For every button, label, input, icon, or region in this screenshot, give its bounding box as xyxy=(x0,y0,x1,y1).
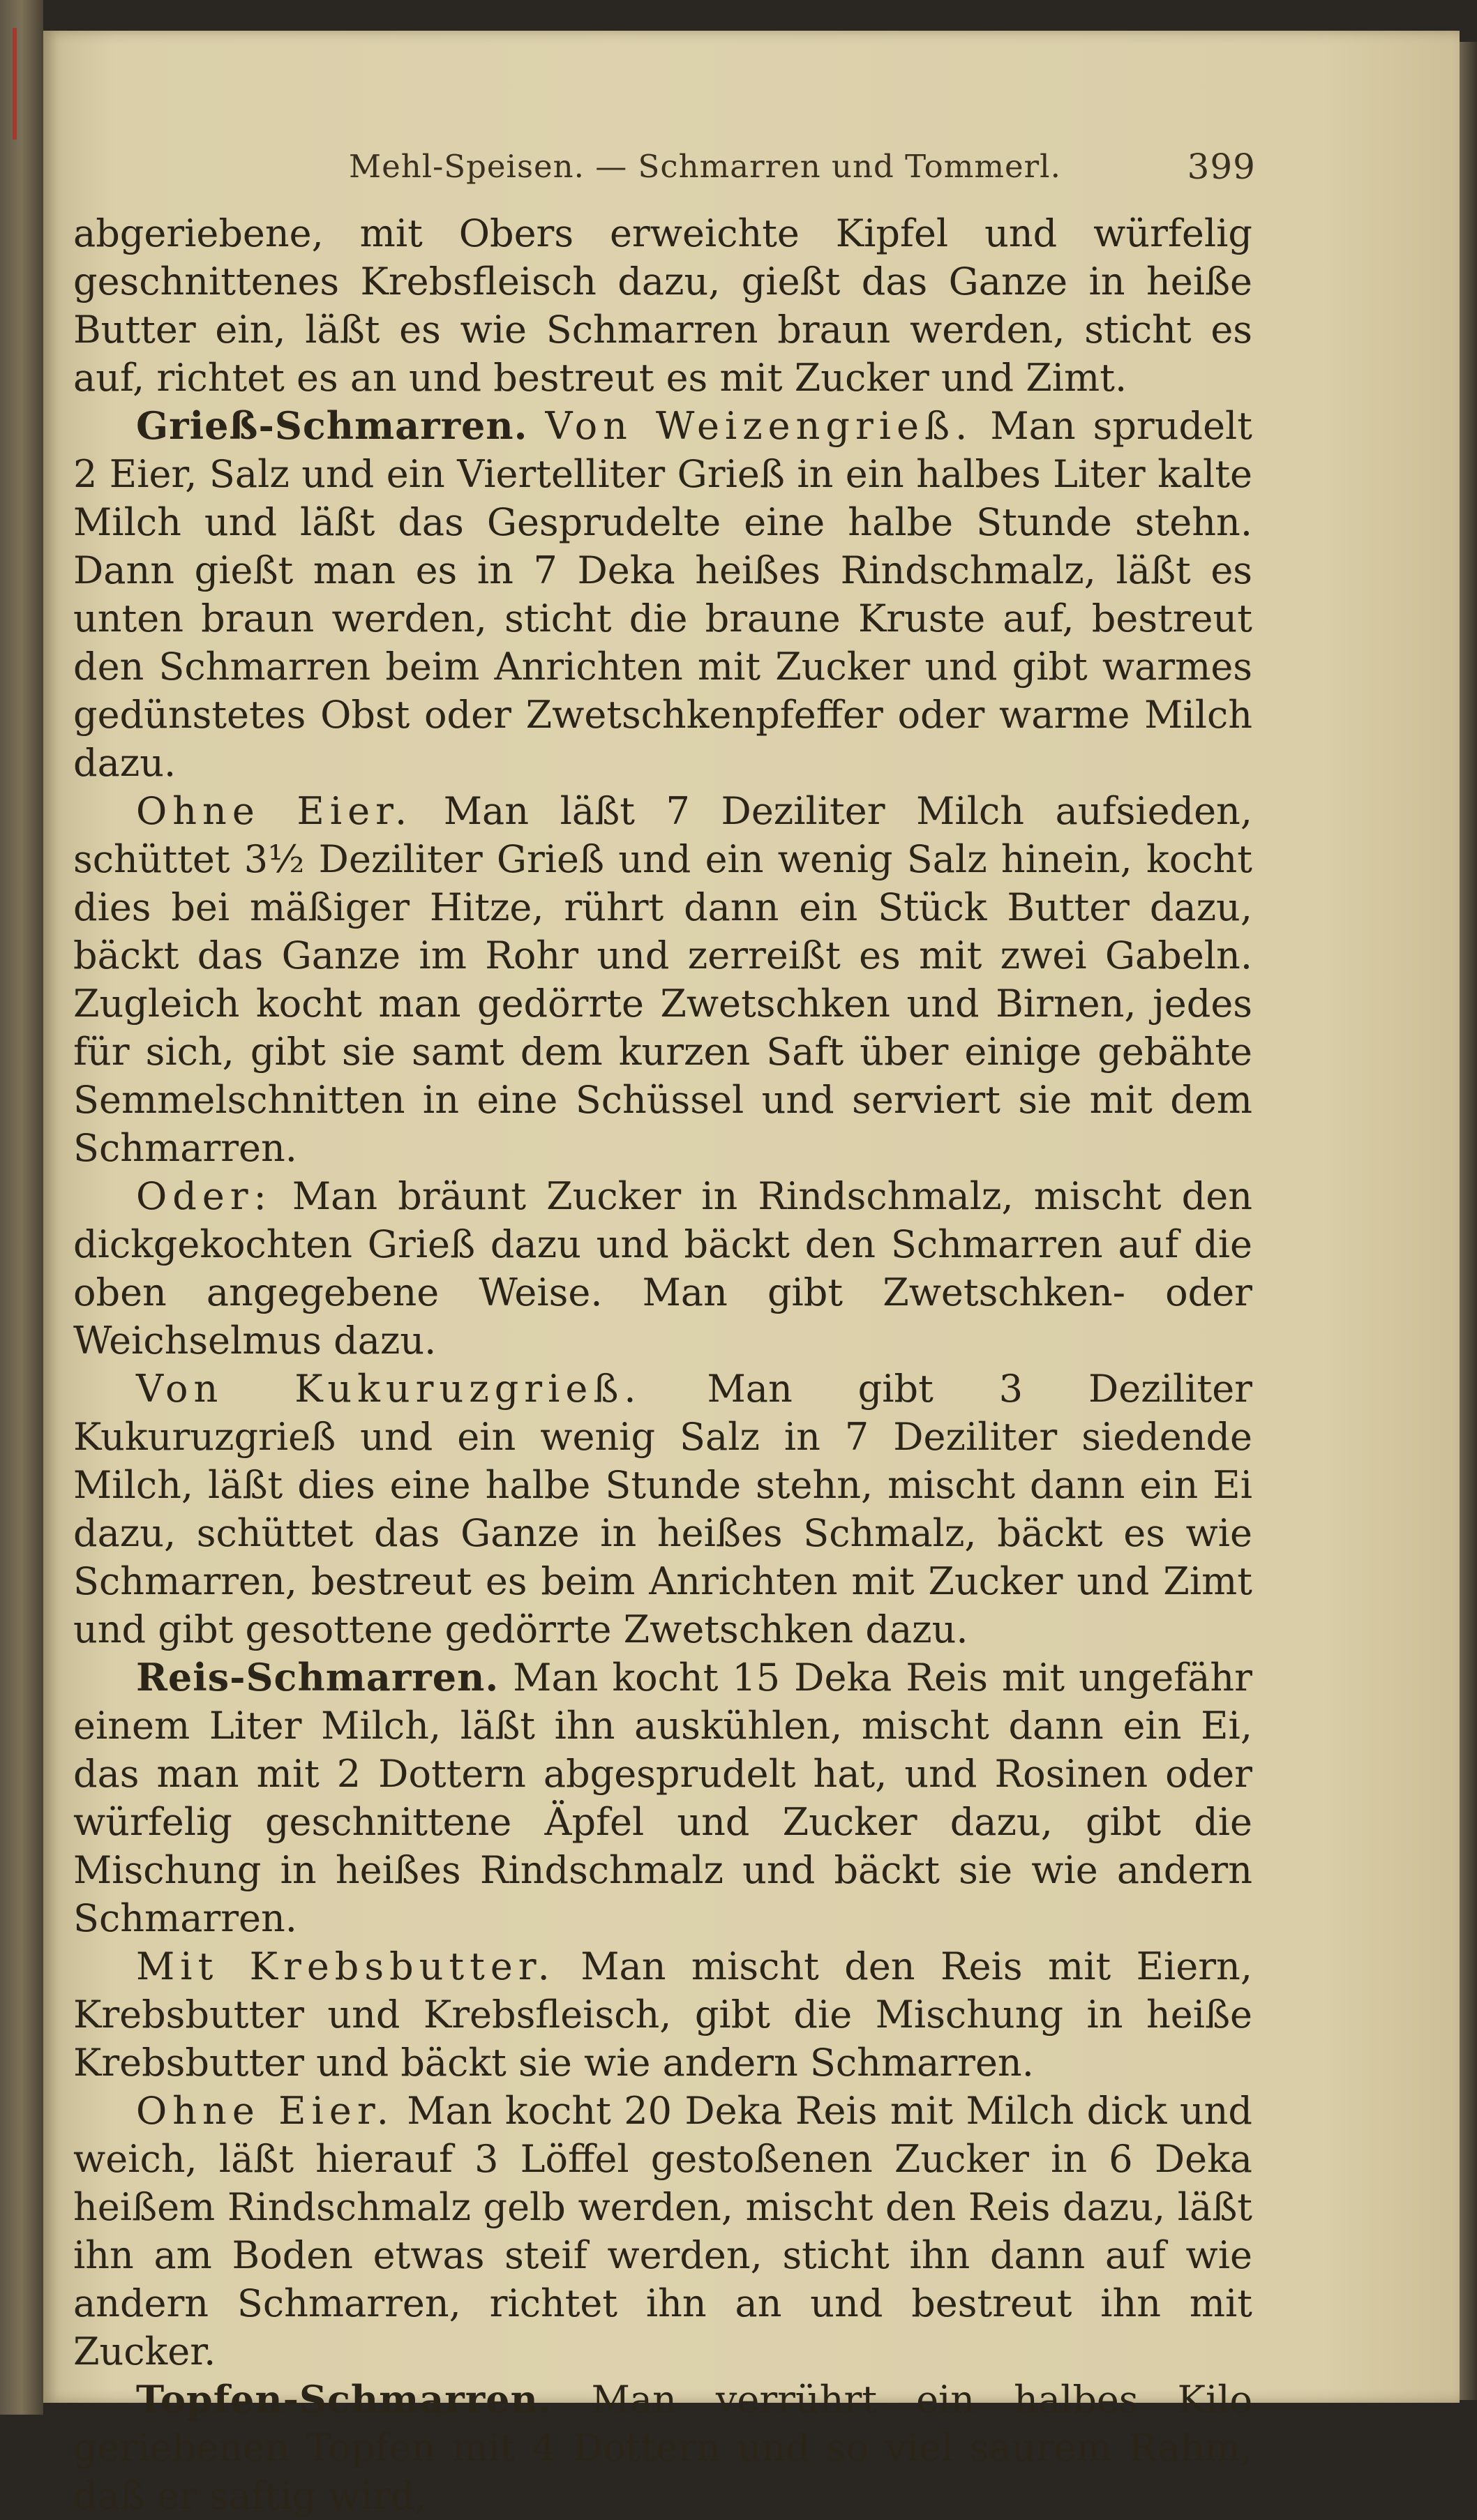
variant-label: Von Weizengrieß. xyxy=(545,404,973,448)
page-body xyxy=(73,209,1252,2520)
left-page-edge xyxy=(0,0,43,2415)
recipe-heading: Grieß-Schmarren. xyxy=(136,403,528,448)
paragraph-text: abgeriebene, mit Obers erweichte Kipfel und würfelig geschnittenes Krebsfleisch dazu, gießt das Ganze in heiße Butter ein, läßt es wie Schmarren braun werden, sticht es auf, richtet es an und bestreut es mit Zucker und Zimt. xyxy=(73,211,1252,400)
paragraph-text: Man verrührt ein halbes Kilo geriebenen Topfen mit 4 Dottern und so viel saurem Rahm, daß er saftig wird, xyxy=(73,2378,1252,2518)
variant-label: Mit Krebsbutter. xyxy=(136,1944,555,1988)
paragraph xyxy=(73,1942,1252,2087)
variant-label: Von Kukuruzgrieß. xyxy=(136,1367,642,1411)
paragraph-text: Man mischt den Reis mit Eiern, Krebsbutter und Krebsfleisch, gibt die Mischung in heiße Krebsbutter und bäckt sie wie andern Schmarren. xyxy=(73,1944,1252,2085)
header-title: Mehl-Speisen. — Schmarren und Tommerl. xyxy=(349,148,1061,185)
paragraph xyxy=(73,209,1252,402)
paragraph-text: Man läßt 7 Deziliter Milch aufsieden, schüttet 3½ Deziliter Grieß und ein wenig Salz hinein, kocht dies bei mäßiger Hitze, rührt dann ein Stück Butter dazu, bäckt das Ganze im Rohr und zerreißt es mit zwei Gabeln. Zugleich kocht man gedörrte Zwetschken und Birnen, jedes für sich, gibt sie samt dem kurzen Saft über einige gebähte Semmelschnitten in eine Schüssel und serviert sie mit dem Schmarren. xyxy=(73,789,1252,1170)
recipe-heading: Reis-Schmarren. xyxy=(136,1655,500,1700)
recipe-heading: Topfen-Schmarren. xyxy=(136,2377,553,2422)
paragraph xyxy=(73,787,1252,1172)
paragraph xyxy=(73,2087,1252,2376)
paragraph xyxy=(73,1653,1252,1942)
right-page-edge xyxy=(1460,42,1477,2400)
running-header xyxy=(307,140,1256,195)
paragraph-text: Man kocht 20 Deka Reis mit Milch dick und weich, läßt hierauf 3 Löffel gestoßenen Zucker in 6 Deka heißem Rindschmalz gelb werden, mischt den Reis dazu, läßt ihn am Boden etwas steif werden, sticht ihn dann auf wie andern Schmarren, richtet ihn an und bestreut ihn mit Zucker. xyxy=(73,2089,1252,2373)
paragraph-text: Man gibt 3 Deziliter Kukuruzgrieß und ein wenig Salz in 7 Deziliter siedende Milch, läßt dies eine halbe Stunde stehn, mischt dann ein Ei dazu, schüttet das Ganze in heißes Schmalz, bäckt es wie Schmarren, bestreut es beim Anrichten mit Zucker und Zimt und gibt gesottene gedörrte Zwetschken dazu. xyxy=(73,1367,1252,1651)
paragraph-text: Man sprudelt 2 Eier, Salz und ein Viertelliter Grieß in ein halbes Liter kalte Milch und läßt das Gesprudelte eine halbe Stunde stehn. Dann gießt man es in 7 Deka heißes Rindschmalz, läßt es unten braun werden, sticht die braune Kruste auf, bestreut den Schmarren beim Anrichten mit Zucker und gibt warmes gedünstetes Obst oder Zwetschkenpfeffer oder warme Milch dazu. xyxy=(73,404,1253,785)
variant-label: Ohne Eier. xyxy=(136,789,413,833)
paragraph xyxy=(73,402,1252,787)
paragraph-text: Man kocht 15 Deka Reis mit ungefähr einem Liter Milch, läßt ihn auskühlen, mischt dann ein Ei, das man mit 2 Dottern abgesprudelt hat, und Rosinen oder würfelig geschnittene Äpfel und Zucker dazu, gibt die Mischung in heißes Rindschmalz und bäckt sie wie andern Schmarren. xyxy=(73,1656,1252,1940)
paragraph xyxy=(73,2376,1252,2520)
paragraph xyxy=(73,1172,1252,1365)
red-bookmark-edge xyxy=(13,28,17,140)
paragraph-text: Man bräunt Zucker in Rindschmalz, mischt den dickgekochten Grieß dazu und bäckt den Schmarren auf die oben angegebene Weise. Man gibt Zwetschken- oder Weichselmus dazu. xyxy=(73,1174,1252,1363)
variant-label: Oder: xyxy=(136,1174,272,1218)
page-number: 399 xyxy=(1187,147,1256,187)
variant-label: Ohne Eier. xyxy=(136,2089,394,2133)
paragraph xyxy=(73,1365,1252,1653)
